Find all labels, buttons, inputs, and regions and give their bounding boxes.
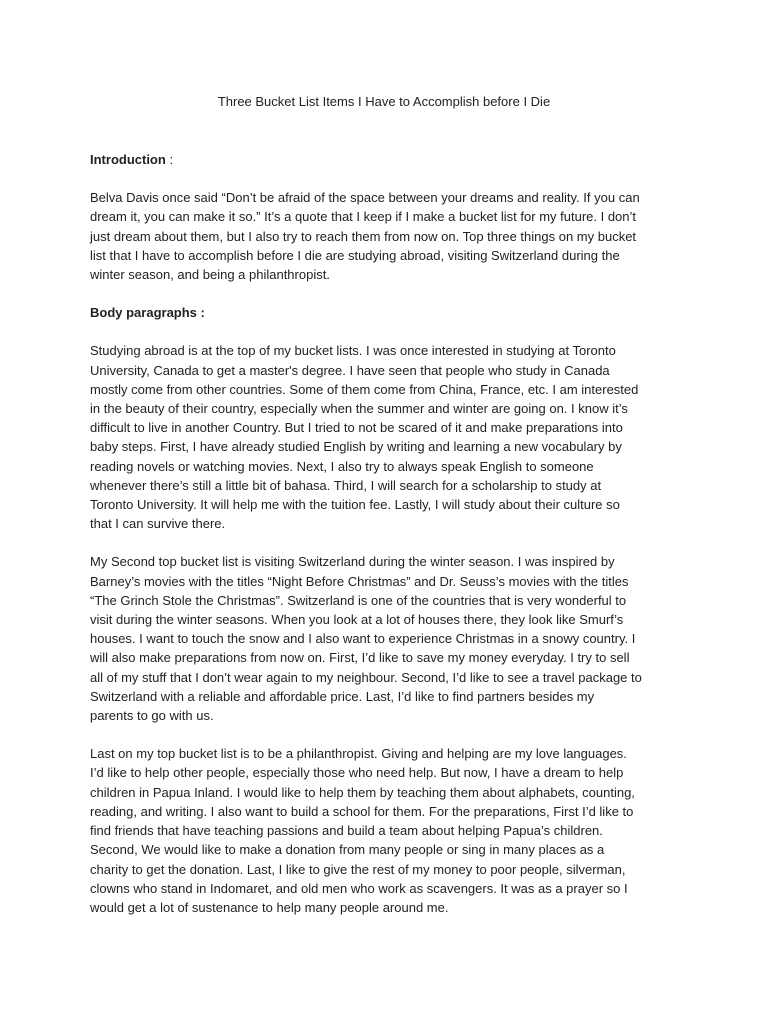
text-line: reading novels or watching movies. Next, I also try to always speak English to someone [90, 458, 594, 474]
document-body [90, 150, 690, 936]
text-line: would get a lot of sustenance to help many people around me. [90, 899, 449, 915]
text-line: children in Papua Inland. I would like to help them by teaching them about alphabets, counting, [90, 784, 635, 800]
text-line: mostly come from other countries. Some of them come from China, France, etc. I am interested [90, 381, 639, 397]
text-line: difficult to live in another Country. But I tried to not be scared of it and make preparations into [90, 420, 623, 436]
text-line: in the beauty of their country, especially when the summer and winter are going on. I know it’s [90, 401, 628, 417]
text-line: visit during the winter seasons. When you look at a lot of houses there, they look like Smurf’s [90, 612, 624, 628]
text-line: just dream about them, but I also try to reach them from now on. Top three things on my bucket [90, 228, 637, 244]
introduction-heading-label: Introduction [90, 152, 166, 167]
text-line: whenever there’s still a little bit of bahasa. Third, I will search for a scholarship to study at [90, 477, 602, 493]
text-line: I’d like to help other people, especially those who need help. But now, I have a dream to help [90, 765, 624, 781]
text-line: Toronto University. It will help me with the tuition fee. Lastly, I will study about their culture so [90, 497, 620, 513]
text-line: all of my stuff that I don’t wear again to my neighbour. Second, I’d like to see a travel package to [90, 669, 642, 685]
text-line: baby steps. First, I have already studied English by writing and learning a new vocabulary by [90, 439, 622, 455]
document-title: Three Bucket List Items I Have to Accomplish before I Die [217, 94, 551, 109]
text-line: parents to go with us. [90, 708, 214, 724]
text-line: dream it, you can make it so.” It’s a quote that I keep if I make a bucket list for my future. I don’t [90, 209, 637, 225]
text-line: Second, We would like to make a donation from many people or sing in many places as a [90, 842, 605, 858]
text-line: clowns who stand in Indomaret, and old men who work as scavengers. It was as a prayer so I [90, 880, 628, 896]
text-line: will also make preparations from now on. First, I’d like to save my money everyday. I try to sell [90, 650, 630, 666]
body-paragraph-2 [90, 552, 690, 725]
text-line: list that I have to accomplish before I die are studying abroad, visiting Switzerland during the [90, 247, 620, 263]
introduction-heading [90, 150, 690, 169]
text-line: Barney’s movies with the titles “Night Before Christmas” and Dr. Seuss’s movies with the titles [90, 573, 629, 589]
text-line: “The Grinch Stole the Christmas”. Switzerland is one of the countries that is very wonderful to [90, 592, 627, 608]
body-paragraph-1 [90, 341, 690, 533]
text-line: University, Canada to get a master's degree. I have seen that people who study in Canada [90, 362, 610, 378]
text-line: reading, and writing. I also want to build a school for them. For the preparations, First I’d like to [90, 803, 634, 819]
text-line: winter season, and being a philanthropist. [90, 267, 330, 283]
introduction-paragraph [90, 188, 690, 284]
body-paragraphs-heading-label: Body paragraphs : [90, 305, 205, 321]
introduction-heading-colon: : [165, 152, 174, 167]
body-paragraph-3 [90, 744, 690, 917]
text-line: Studying abroad is at the top of my bucket lists. I was once interested in studying at Toronto [90, 343, 616, 359]
text-line: charity to get the donation. Last, I like to give the rest of my money to poor people, silverman, [90, 861, 626, 877]
text-line: find friends that have teaching passions and build a team about helping Papua’s children. [90, 823, 603, 839]
text-line: Switzerland with a reliable and affordable price. Last, I’d like to find partners besides my [90, 688, 595, 704]
body-paragraphs-heading [90, 303, 690, 322]
text-line: Last on my top bucket list is to be a philanthropist. Giving and helping are my love languages. [90, 746, 627, 762]
text-line: that I can survive there. [90, 516, 226, 532]
text-line: Belva Davis once said “Don’t be afraid of the space between your dreams and reality. If you can [90, 190, 640, 206]
text-line: houses. I want to touch the snow and I also want to experience Christmas in a snowy country. I [90, 631, 636, 647]
text-line: My Second top bucket list is visiting Switzerland during the winter season. I was inspired by [90, 554, 615, 570]
